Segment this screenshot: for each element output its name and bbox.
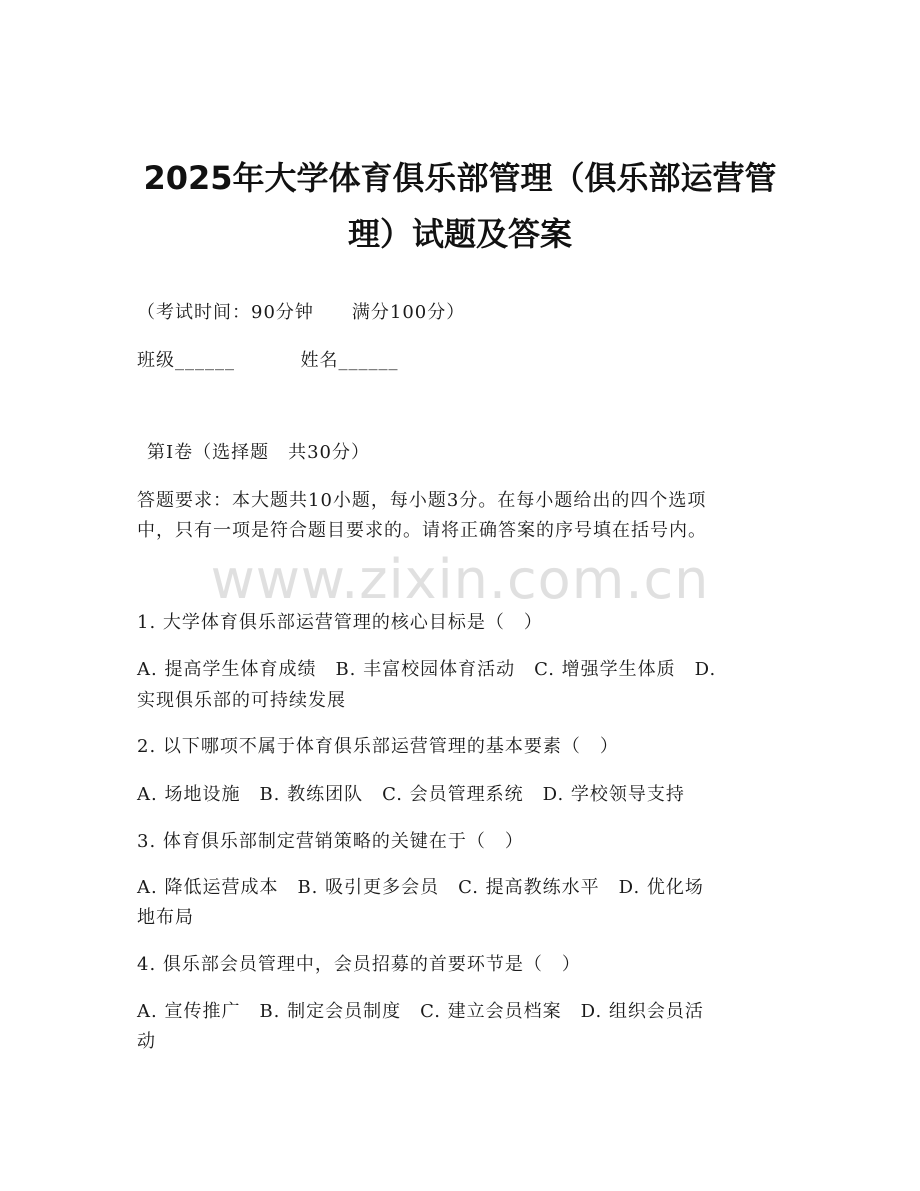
question-1: 1. 大学体育俱乐部运营管理的核心目标是（ ） bbox=[137, 612, 543, 633]
question-1-options-line-2: 实现俱乐部的可持续发展 bbox=[137, 690, 346, 711]
question-2-options-line-1: A. 场地设施 B. 教练团队 C. 会员管理系统 D. 学校领导支持 bbox=[137, 784, 685, 805]
question-4-options-line-2: 动 bbox=[137, 1031, 156, 1052]
name-field: 姓名______ bbox=[300, 350, 399, 371]
question-2: 2. 以下哪项不属于体育俱乐部运营管理的基本要素（ ） bbox=[137, 736, 619, 757]
title-line-2: 理）试题及答案 bbox=[347, 215, 572, 253]
section-title: 第I卷（选择题 共30分） bbox=[147, 442, 371, 463]
question-4-options-line-1: A. 宣传推广 B. 制定会员制度 C. 建立会员档案 D. 组织会员活 bbox=[137, 1001, 704, 1022]
question-3: 3. 体育俱乐部制定营销策略的关键在于（ ） bbox=[137, 831, 524, 852]
exam-info: （考试时间：90分钟 满分100分） bbox=[137, 302, 466, 323]
watermark: www.zixin.com.cn bbox=[210, 548, 710, 611]
student-info-row bbox=[137, 346, 797, 376]
question-4: 4. 俱乐部会员管理中，会员招募的首要环节是（ ） bbox=[137, 954, 581, 975]
question-3-options-line-1: A. 降低运营成本 B. 吸引更多会员 C. 提高教练水平 D. 优化场 bbox=[137, 877, 704, 898]
instructions-line-1: 答题要求：本大题共10小题，每小题3分。在每小题给出的四个选项 bbox=[137, 490, 707, 511]
question-3-options-line-2: 地布局 bbox=[137, 907, 194, 928]
instructions-line-2: 中，只有一项是符合题目要求的。请将正确答案的序号填在括号内。 bbox=[137, 520, 707, 541]
question-1-options-line-1: A. 提高学生体育成绩 B. 丰富校园体育活动 C. 增强学生体质 D. bbox=[137, 659, 717, 680]
document-title bbox=[100, 150, 820, 262]
class-field: 班级______ bbox=[137, 350, 235, 371]
title-line-1: 2025年大学体育俱乐部管理（俱乐部运营管 bbox=[143, 159, 777, 197]
